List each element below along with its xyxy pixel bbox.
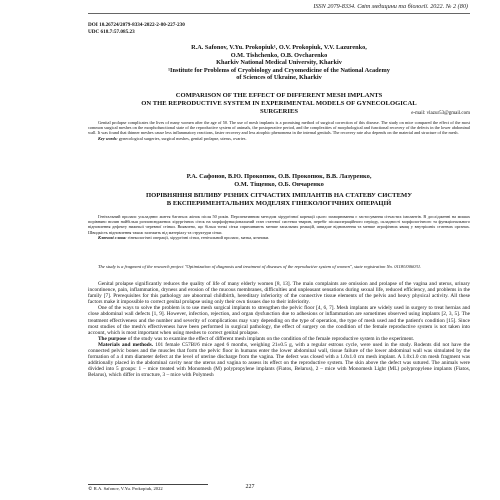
purpose-text: of the study was to examine the effect of different mesh implants on the condition of the female reproductive system in the experiment. xyxy=(126,335,415,342)
keywords-ua xyxy=(88,235,470,240)
authors-en-line1: R.A. Safonov, V.Yu. Prokopiuk¹, O.V. Prokopiuk, V.V. Lazurenko, xyxy=(191,44,367,51)
copyright-text: R.A. Safonov, V.Yu. Prokopiuk, 2022 xyxy=(92,486,163,491)
authors-ua xyxy=(88,173,470,189)
article-body xyxy=(88,281,470,379)
journal-header: ISSN 2079-8334. Світ медицини та біології. 2022. № 2 (80) xyxy=(313,3,468,10)
page-number: 227 xyxy=(245,484,255,490)
keywords-ua-label: Ключові слова: xyxy=(98,234,127,240)
authors-en-line2: O.M. Tishchenko, O.B. Ovcharenko xyxy=(230,51,328,59)
keywords-en-text: gynecological surgeries, surgical meshes, genital prolapse, uterus, ovaries. xyxy=(118,135,247,141)
doi-line: DOI 10.26724/2079-8334-2022-2-80-227-230 xyxy=(88,22,185,28)
body-paragraph-2: One of the ways to solve the problem is to use mesh surgical implants to strengthen the pelvic floor [4, 6, 7]. Mesh implants are widely used in surgery to treat hernias and close abdominal wall defects [1, 9]. However, infection, rejection, and organ dysfunction due to adhesions or inflammation are sometimes observed using implants [2, 3, 5]. The treatment effectiveness and the number and severity of complications may vary depending on the type of operation, the type of mesh used and the patient's condition [15]. Since most studies of the mesh's effectiveness have been performed in surgical pathology, the effect of surgery on the condition of the female reproductive system is not taken into account, which is most important when using meshes to correct genital prolapse. xyxy=(88,305,470,336)
article-identifiers xyxy=(88,22,185,36)
affiliation-2: ¹Institute for Problems of Cryobiology and Cryomedicine of the National Academy xyxy=(168,66,390,74)
methods-label: Materials and methods. xyxy=(98,341,154,348)
methods-text: 101 female C57Bl/6 mice aged 6 months, weighing 21±0.5 g, with a regular estrous cycle, were used in the study. Rodents did not have the connected pelvic bones and the muscles that form the pelvic floor in humans enter the lower abdominal wall, tissue failure of the lower abdominal wall was simulated by the formation of a 4 mm diameter defect at the level of uterine discharge from the vagina. The defect was closed with a 1.0x1.0 cm mesh implant. A 1.0x1.0 cm mesh fragment was additionally placed in the abdominal cavity near the uterus and vagina to assess its effect on the reproductive system. The skin above the defect was sutured. The animals were divided into 5 groups: 1 – mice treated with Monomesh (M) polypropylene implants (Fiatos, Belarus), 2 – mice with Monomesh Light (ML) polypropylene implants (Fiatos, Belarus), which differ in structure, 3 – mice with Polymesh xyxy=(88,341,470,379)
title-ua xyxy=(88,192,470,208)
udc-line: UDC 618.7:57.085.23 xyxy=(88,29,135,35)
abstract-ua xyxy=(88,214,470,240)
research-note: The study is a fragment of the research project "Optimization of diagnosis and treatment of diseases of the reproductive system of women", state registration No. 0118U006031. xyxy=(98,264,422,269)
abstract-en xyxy=(88,120,470,141)
authors-ua-line2: О.М. Тіщенко, О.Б. Овчаренко xyxy=(234,180,324,188)
title-ua-line2: В ЕКСПЕРИМЕНТАЛЬНИХ МОДЕЛЯХ ГІНЕКОЛОГІЧНИХ ОПЕРАЦІЙ xyxy=(166,199,392,207)
purpose-label: The purpose xyxy=(98,335,127,342)
authors-ua-line1: Р.А. Сафонов, В.Ю. Прокопюк, О.В. Прокопюк, В.В. Лазуренко, xyxy=(186,173,372,180)
contact-email[interactable]: e-mail: vlazur53@gmail.com xyxy=(411,111,470,116)
copyright-mark: © xyxy=(88,487,93,492)
abstract-en-text: Genital prolapse complicates the lives of many women after the age of 50. The use of mesh implants is a promising method of surgical correction of this disease. The study on mice compared the effect of the most common surgical meshes on the morphofunctional state of the reproductive system of animals, the postoperative period, and the complexities of morphological and functional recovery of the defects in the lower abdominal wall. It was found that thinner meshes cause less inflammatory reactions, faster recovery and less atrophic phenomena in the internal genitals. The recovery rate also depends on the material and structure of the mesh. xyxy=(88,120,470,136)
body-paragraph-1: Genital prolapse significantly reduces the quality of life of many elderly women [8, 13]. The main complaints are omission and prolapse of the vagina and uterus, urinary incontinence, pain, inflammation, dryness and erosion of the mucous membranes, difficulties and unpleasant sensations during sexual life, reduced efficiency, and problems in the family [7]. Prerequisites for this pathology are abnormal childbirth, hereditary inferiority of the connective tissue elements of the pelvis and heavy physical activity. All these factors make it impossible to correct genital prolapse using only their own tissues due to their inferiority. xyxy=(88,281,470,306)
keywords-en xyxy=(88,136,470,141)
affiliation-1: Kharkiv National Medical University, Kharkiv xyxy=(216,59,342,67)
keywords-ua-text: гінекологічні операції, хірургічні сітки, генітальний пролапс, матка, яєчники. xyxy=(127,234,270,240)
title-en-line2: ON THE REPRODUCTIVE SYSTEM IN EXPERIMENTAL MODELS OF GYNECOLOGICAL xyxy=(141,99,417,107)
title-en-line3: SURGERIES xyxy=(259,107,299,115)
body-paragraph-methods xyxy=(88,342,470,379)
title-ua-line1: ПОРІВНЯННЯ ВПЛИВУ РІЗНИХ СІТЧАСТИХ ІМПЛАНТІВ НА СТАТЕВУ СИСТЕМУ xyxy=(145,192,413,199)
title-en-line1: COMPARISON OF THE EFFECT OF DIFFERENT MESH IMPLANTS xyxy=(175,92,383,99)
abstract-ua-text: Генітальний пролапс ускладнює життя багатьох жінок після 50 років. Перспективним методом хірургічної корекції цього захворювання є застосування сітчастих імплантів. В дослідженні на мишах порівняно вплив найбільш розповсюджених хірургічних сіток на морфофункціональний стан статевої системи тварин, перебіг післяопераційного періоду, складності морфологічного та функціонального відновлення дефекту нижньої черевної стінки. Виявлено, що більш тонкі сітки спричиняють менше запальних реакцій, швидше відновлення та менше атрофічних явищ у внутрішніх статевих органах. Швидкість відновлення також залежить від матеріалу та структури сітки. xyxy=(88,214,470,235)
affiliation-3: of Sciences of Ukraine, Kharkiv xyxy=(236,74,322,82)
keywords-en-label: Key words: xyxy=(98,135,118,141)
authors-en xyxy=(88,44,470,82)
header-divider xyxy=(88,13,470,14)
